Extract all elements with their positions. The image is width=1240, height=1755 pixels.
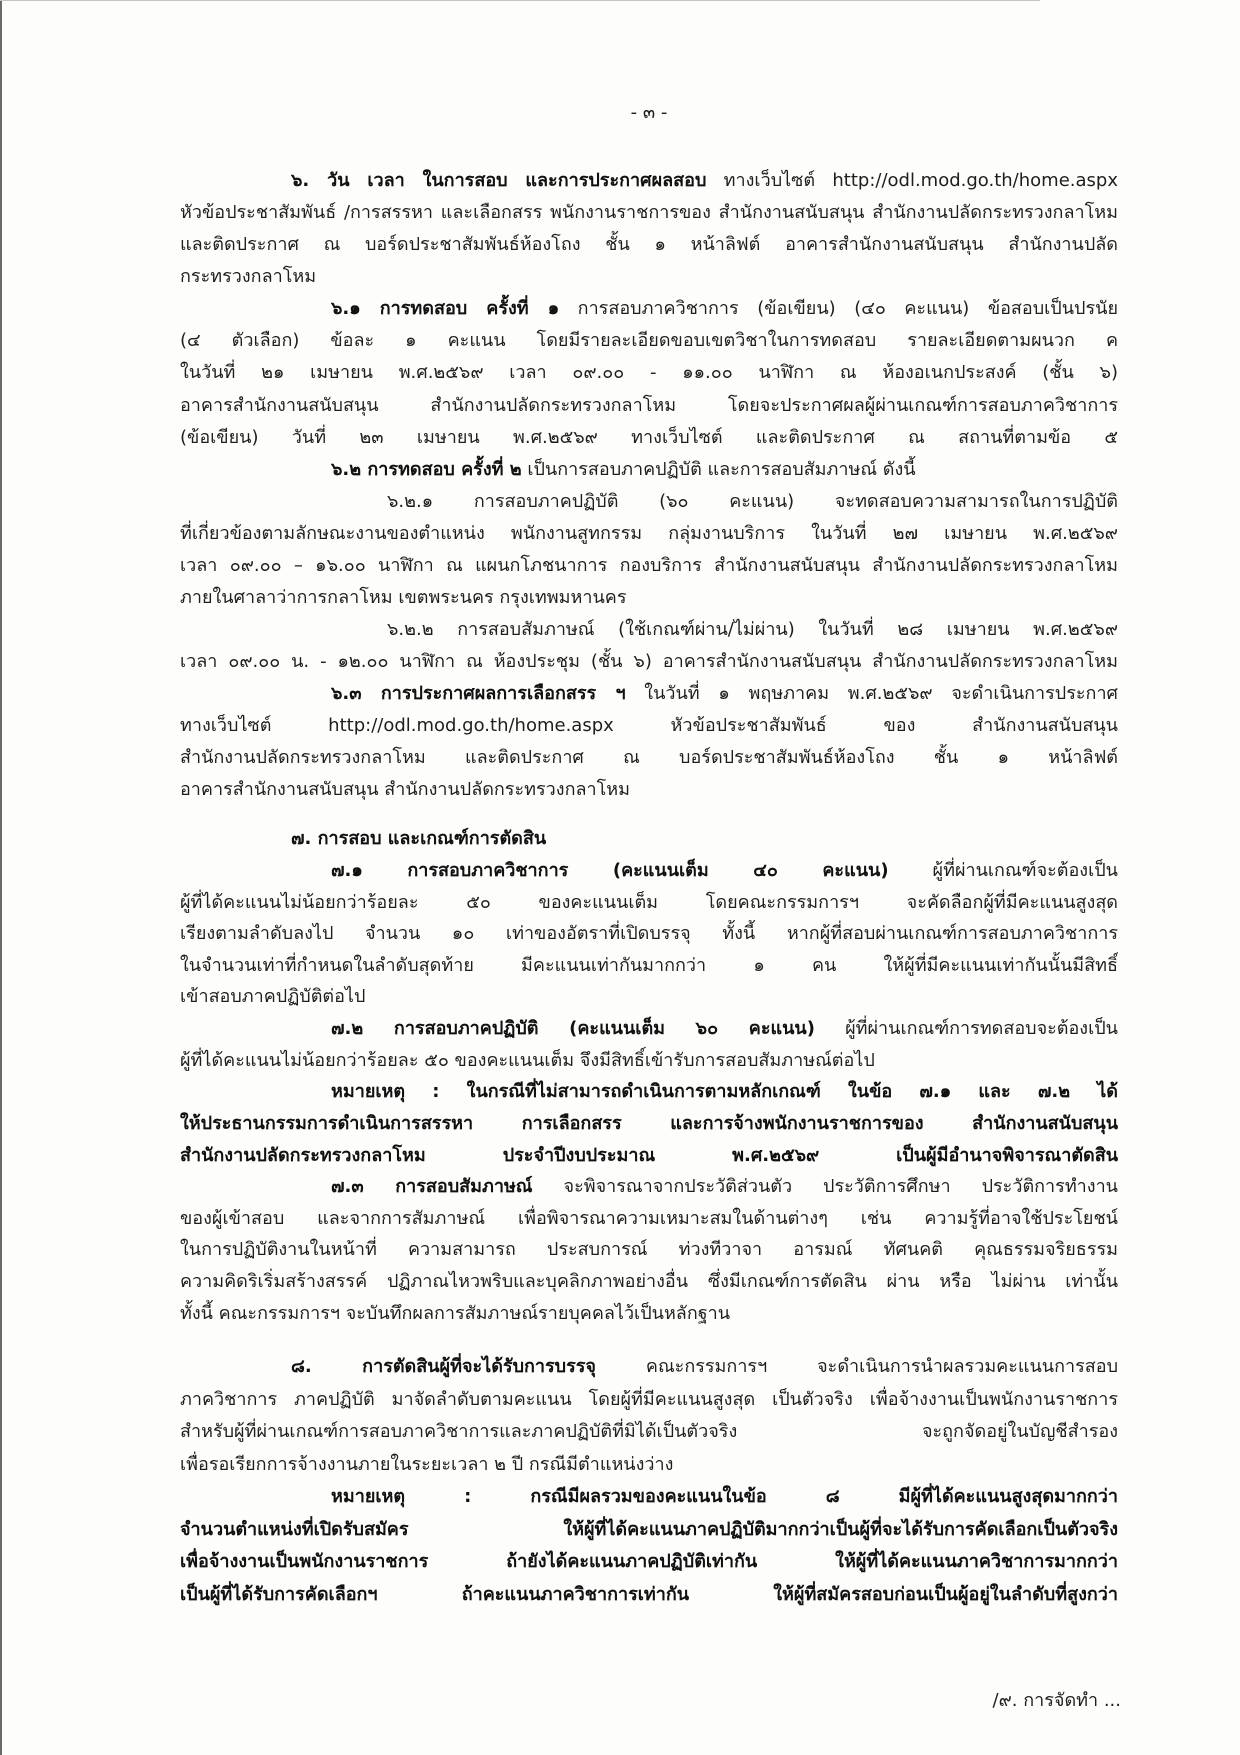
item-6-2-1-line-3 xyxy=(180,550,1118,582)
item-6-1-line-4 xyxy=(180,390,1118,422)
item-7-1-line-2 xyxy=(180,887,1118,919)
item-6-3-line-1 xyxy=(331,678,1118,710)
section-7-note-line-2: ให้ประธานกรรมการดำเนินการสรรหา การเลือกสรร และการจ้างพนักงานราชการของ สำนักงานสนับสนุน xyxy=(180,1113,1118,1134)
section-8-note-line-1: หมายเหตุ : กรณีมีผลรวมของคะแนนในข้อ ๘ มีผู้ที่ได้คะแนนสูงสุดมากกว่า xyxy=(331,1486,1118,1507)
line-text: ในวันที่ ๒๑ เมษายน พ.ศ.๒๕๖๙ เวลา ๐๙.๐๐ - ๑๑.๐๐ นาฬิกา ณ ห้องอเนกประสงค์ (ชั้น ๖) xyxy=(180,362,1118,383)
line-text: เพื่อรอเรียกการจ้างงานภายในระยะเวลา ๒ ปี กรณีมีตำแหน่งว่าง xyxy=(180,1454,674,1475)
line-text: ที่เกี่ยวข้องตามลักษณะงานของตำแหน่ง พนักงานสูทกรรม กลุ่มงานบริการ ในวันที่ ๒๗ เมษายน พ.ศ.๒๕๖๙ xyxy=(180,523,1118,544)
line-text: สำหรับผู้ที่ผ่านเกณฑ์การสอบภาควิชาการและภาคปฏิบัติที่มิได้เป็นตัวจริง จะถูกจัดอยู่ในบัญชีสำรอง xyxy=(180,1421,1118,1442)
item-6-2-heading: ๖.๒ การทดสอบ ครั้งที่ ๒ xyxy=(331,459,522,480)
item-7-2-heading: ๗.๒ การสอบภาคปฏิบัติ (คะแนนเต็ม ๖๐ คะแนน) xyxy=(331,1018,815,1039)
item-6-2-1-line-1 xyxy=(387,486,1118,518)
line-text: เข้าสอบภาคปฏิบัติต่อไป xyxy=(180,986,366,1007)
item-7-1-line-4 xyxy=(180,950,1118,982)
continuation-footer: /๙. การจัดทำ ... xyxy=(992,1690,1121,1711)
section-6-line-2 xyxy=(180,197,1118,229)
item-7-3-line-4 xyxy=(180,1266,1118,1298)
item-7-1-line-5 xyxy=(180,981,1118,1013)
line-text: เรียงตามลำดับลงไป จำนวน ๑๐ เท่าของอัตราที่เปิดบรรจุ ทั้งนี้ หากผู้ที่สอบผ่านเกณฑ์การสอบภาควิชาการ xyxy=(180,923,1118,944)
section-8-line-2 xyxy=(180,1384,1118,1416)
section-6-line-1 xyxy=(291,165,1118,197)
section-7-heading: ๗. การสอบ และเกณฑ์การตัดสิน xyxy=(291,828,547,849)
item-6-3-line-4 xyxy=(180,774,1118,806)
line-text: ทางเว็บไซต์ http://odl.mod.go.th/home.aspx หัวข้อประชาสัมพันธ์ ของ สำนักงานสนับสนุน xyxy=(180,715,1118,736)
item-7-3-line-5 xyxy=(180,1298,1118,1330)
line-text: ของผู้เข้าสอบ และจากการสัมภาษณ์ เพื่อพิจารณาความเหมาะสมในด้านต่างๆ เช่น ความรู้ที่อาจใช้ประโยชน์ xyxy=(180,1208,1118,1229)
section-6-heading: ๖. วัน เวลา ในการสอบ และการประกาศผลสอบ xyxy=(291,170,707,191)
line-text: ๖.๒.๑ การสอบภาคปฏิบัติ (๖๐ คะแนน) จะทดสอบความสามารถในการปฏิบัติ xyxy=(387,491,1118,512)
item-6-1-line-1 xyxy=(331,293,1118,325)
line-text: (๔ ตัวเลือก) ข้อละ ๑ คะแนน โดยมีรายละเอียดขอบเขตวิชาในการทดสอบ รายละเอียดตามผนวก ค xyxy=(180,330,1118,351)
item-7-3-line-1 xyxy=(331,1171,1118,1203)
item-6-1-heading: ๖.๑ การทดสอบ ครั้งที่ ๑ xyxy=(331,298,560,319)
line-text: ทางเว็บไซต์ http://odl.mod.go.th/home.aspx xyxy=(723,170,1118,191)
line-text: ผู้ที่ได้คะแนนไม่น้อยกว่าร้อยละ ๕๐ ของคะแนนเต็ม จึงมีสิทธิ์เข้ารับการสอบสัมภาษณ์ต่อไป xyxy=(180,1050,875,1071)
item-6-2-2-line-2 xyxy=(180,646,1118,678)
line-text: ภายในศาลาว่าการกลาโหม เขตพระนคร กรุงเทพมหานคร xyxy=(180,587,627,608)
item-7-1-line-3 xyxy=(180,918,1118,950)
line-text: อาคารสำนักงานสนับสนุน สำนักงานปลัดกระทรวงกลาโหม xyxy=(180,779,631,800)
section-7-note-line-1: หมายเหตุ : ในกรณีที่ไม่สามารถดำเนินการตามหลักเกณฑ์ ในข้อ ๗.๑ และ ๗.๒ ได้ xyxy=(331,1081,1118,1102)
item-6-1-line-5 xyxy=(180,422,1118,454)
line-text: สำนักงานปลัดกระทรวงกลาโหม และติดประกาศ ณ บอร์ดประชาสัมพันธ์ห้องโถง ชั้น ๑ หน้าลิฟต์ xyxy=(180,747,1118,768)
line-text: ในวันที่ ๑ พฤษภาคม พ.ศ.๒๕๖๙ จะดำเนินการประกาศ xyxy=(644,683,1118,704)
item-6-3-line-3 xyxy=(180,742,1118,774)
item-6-3-heading: ๖.๓ การประกาศผลการเลือกสรร ฯ xyxy=(331,683,626,704)
item-7-3-line-3 xyxy=(180,1234,1118,1266)
section-6-line-3 xyxy=(180,229,1118,261)
section-6-line-4 xyxy=(180,261,1118,293)
line-text: ผู้ที่ผ่านเกณฑ์การทดสอบจะต้องเป็น xyxy=(845,1018,1118,1039)
line-text: กระทรวงกลาโหม xyxy=(180,266,317,287)
line-text: ในจำนวนเท่าที่กำหนดในลำดับสุดท้าย มีคะแนนเท่ากันมากกว่า ๑ คน ให้ผู้ที่มีคะแนนเท่ากันนั้นมีสิทธิ์ xyxy=(180,955,1118,976)
section-8-line-3 xyxy=(180,1416,1118,1448)
line-text: จะพิจารณาจากประวัติส่วนตัว ประวัติการศึกษา ประวัติการทำงาน xyxy=(563,1176,1118,1197)
scan-edge xyxy=(0,0,2,1755)
scan-top-edge xyxy=(0,0,1040,1)
line-text: ผู้ที่ผ่านเกณฑ์จะต้องเป็น xyxy=(932,860,1118,881)
section-8-note-line-3: เพื่อจ้างงานเป็นพนักงานราชการ ถ้ายังได้คะแนนภาคปฏิบัติเท่ากัน ให้ผู้ที่ได้คะแนนภาควิชาการมากกว่า xyxy=(180,1551,1118,1572)
line-text: เป็นการสอบภาคปฏิบัติ และการสอบสัมภาษณ์ ดังนี้ xyxy=(527,459,916,480)
item-6-2-2-line-1 xyxy=(387,614,1118,646)
section-8-line-4 xyxy=(180,1449,1118,1481)
line-text: ผู้ที่ได้คะแนนไม่น้อยกว่าร้อยละ ๕๐ ของคะแนนเต็ม โดยคณะกรรมการฯ จะคัดลือกผู้ที่มีคะแนนสูงสุด xyxy=(180,892,1118,913)
line-text: คณะกรรมการฯ จะดำเนินการนำผลรวมคะแนนการสอบ xyxy=(645,1356,1118,1377)
line-text: เวลา ๐๙.๐๐ น. - ๑๒.๐๐ นาฬิกา ณ ห้องประชุม (ชั้น ๖) อาคารสำนักงานสนับสนุน สำนักงานปลัดกระทรวงกลาโหม xyxy=(180,651,1118,672)
item-6-2-1-line-4 xyxy=(180,582,1118,614)
line-text: หัวข้อประชาสัมพันธ์ /การสรรหา และเลือกสรร พนักงานราชการของ สำนักงานสนับสนุน สำนักงานปลัดกระทรวงกลาโหม xyxy=(180,202,1118,223)
item-7-2-line-1 xyxy=(331,1013,1118,1045)
section-8-heading: ๘. การตัดสินผู้ที่จะได้รับการบรรจุ xyxy=(291,1356,596,1377)
item-6-2-line-1 xyxy=(331,454,1118,486)
line-text: ทั้งนี้ คณะกรรมการฯ จะบันทึกผลการสัมภาษณ์รายบุคคลไว้เป็นหลักฐาน xyxy=(180,1303,731,1324)
section-8-line-1 xyxy=(291,1351,1118,1383)
item-6-1-line-3 xyxy=(180,357,1118,389)
item-7-1-heading: ๗.๑ การสอบภาควิชาการ (คะแนนเต็ม ๔๐ คะแนน) xyxy=(331,860,889,881)
section-7-note-line-3: สำนักงานปลัดกระทรวงกลาโหม ประจำปีงบประมาณ พ.ศ.๒๕๖๙ เป็นผู้มีอำนาจพิจารณาตัดสิน xyxy=(180,1145,1118,1166)
line-text: และติดประกาศ ณ บอร์ดประชาสัมพันธ์ห้องโถง ชั้น ๑ หน้าลิฟต์ อาคารสำนักงานสนับสนุน สำนักงานปลัด xyxy=(180,234,1118,255)
line-text: ความคิดริเริ่มสร้างสรรค์ ปฏิภาณไหวพริบและบุคลิกภาพอย่างอื่น ซึ่งมีเกณฑ์การตัดสิน ผ่าน หรือ ไม่ผ่าน เท่านั้น xyxy=(180,1271,1118,1292)
page-number: - ๓ - xyxy=(630,102,668,123)
section-8-note-line-2: จำนวนตำแหน่งที่เปิดรับสมัคร ให้ผู้ที่ได้คะแนนภาคปฏิบัติมากกว่าเป็นผู้ที่จะได้รับการคัดเลือกเป็นตัวจริง xyxy=(180,1519,1118,1540)
line-text: อาคารสำนักงานสนับสนุน สำนักงานปลัดกระทรวงกลาโหม โดยจะประกาศผลผู้ผ่านเกณฑ์การสอบภาควิชาการ xyxy=(180,395,1118,416)
line-text: เวลา ๐๙.๐๐ – ๑๖.๐๐ นาฬิกา ณ แผนกโภชนาการ กองบริการ สำนักงานสนับสนุน สำนักงานปลัดกระทรวงกลาโหม xyxy=(180,555,1118,576)
line-text: ภาควิชาการ ภาคปฏิบัติ มาจัดลำดับตามคะแนน โดยผู้ที่มีคะแนนสูงสุด เป็นตัวจริง เพื่อจ้างงานเป็นพนักงานราชการ xyxy=(180,1389,1118,1410)
item-7-3-heading: ๗.๓ การสอบสัมภาษณ์ xyxy=(331,1176,533,1197)
item-7-1-line-1 xyxy=(331,855,1118,887)
item-6-1-line-2 xyxy=(180,325,1118,357)
item-7-2-line-2 xyxy=(180,1045,1118,1077)
line-text: ในการปฏิบัติงานในหน้าที่ ความสามารถ ประสบการณ์ ท่วงทีวาจา อารมณ์ ทัศนคติ คุณธรรมจริยธรรม xyxy=(180,1239,1118,1260)
item-6-3-line-2 xyxy=(180,710,1118,742)
line-text: ๖.๒.๒ การสอบสัมภาษณ์ (ใช้เกณฑ์ผ่าน/ไม่ผ่าน) ในวันที่ ๒๘ เมษายน พ.ศ.๒๕๖๙ xyxy=(387,619,1118,640)
section-8-note-line-4: เป็นผู้ที่ได้รับการคัดเลือกฯ ถ้าคะแนนภาควิชาการเท่ากัน ให้ผู้ที่สมัครสอบก่อนเป็นผู้อยู่ในลำดับที่สูงกว่า xyxy=(180,1584,1118,1605)
item-7-3-line-2 xyxy=(180,1203,1118,1235)
item-6-2-1-line-2 xyxy=(180,518,1118,550)
line-text: (ข้อเขียน) วันที่ ๒๓ เมษายน พ.ศ.๒๕๖๙ ทางเว็บไซต์ และติดประกาศ ณ สถานที่ตามข้อ ๕ xyxy=(180,427,1118,448)
line-text: การสอบภาควิชาการ (ข้อเขียน) (๔๐ คะแนน) ข้อสอบเป็นปรนัย xyxy=(577,298,1118,319)
